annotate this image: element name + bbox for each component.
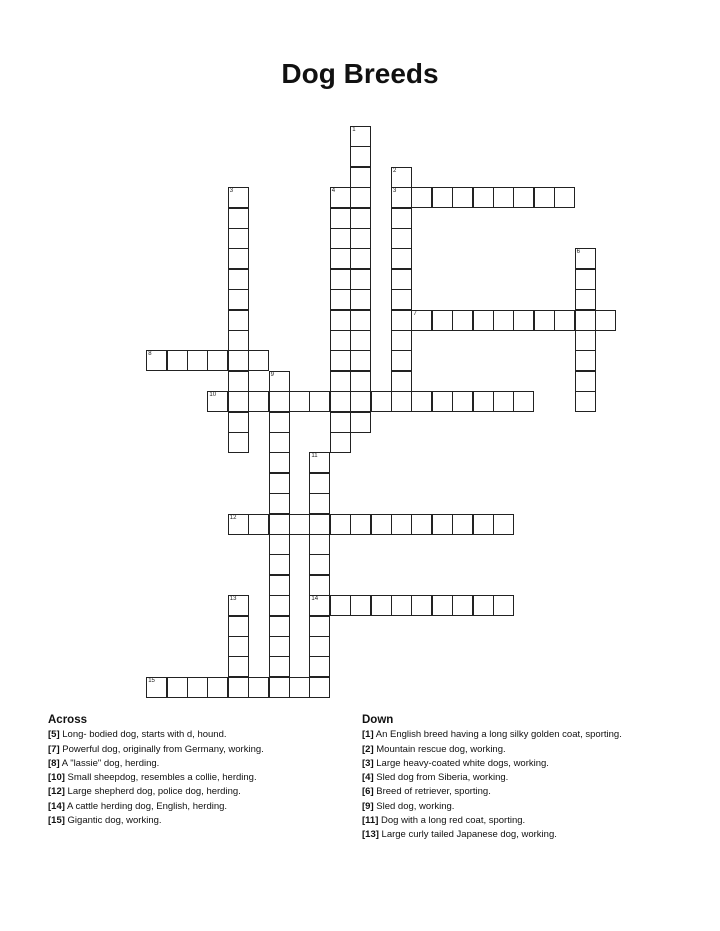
grid-cell[interactable]: [228, 616, 249, 637]
down-clue: [362, 771, 662, 785]
down-clue: [362, 800, 662, 814]
grid-cell[interactable]: [228, 269, 249, 290]
grid-cell[interactable]: [391, 595, 412, 616]
clue-text: Large shepherd dog, police dog, herding.: [64, 786, 241, 798]
clue-number: [8]: [48, 757, 60, 769]
grid-cell[interactable]: [146, 350, 167, 371]
grid-cell[interactable]: [330, 595, 351, 616]
down-clue-list: [362, 728, 662, 842]
down-clue: [362, 728, 662, 742]
grid-cell[interactable]: [575, 391, 596, 412]
cell-number: 9: [270, 371, 274, 378]
across-heading: Across: [48, 714, 87, 726]
grid-cell[interactable]: [330, 289, 351, 310]
grid-cell[interactable]: [391, 310, 412, 331]
grid-cell[interactable]: [513, 187, 534, 208]
down-heading: Down: [362, 714, 394, 726]
cell-number: 14: [311, 596, 319, 603]
across-clue-list: [48, 728, 338, 828]
grid-cell[interactable]: [167, 677, 188, 698]
grid-cell[interactable]: [228, 310, 249, 331]
grid-cell[interactable]: [391, 187, 412, 208]
across-clue: [48, 728, 338, 742]
grid-cell[interactable]: [473, 187, 494, 208]
grid-cell[interactable]: [493, 187, 514, 208]
clue-text: An English breed having a long silky golden coat, sporting.: [373, 729, 622, 741]
grid-cell[interactable]: [207, 391, 228, 412]
clue-text: Gigantic dog, working.: [64, 815, 162, 827]
across-clue: [48, 771, 338, 785]
grid-cell[interactable]: [309, 493, 330, 514]
clue-number: [12]: [48, 786, 65, 798]
grid-cell[interactable]: [350, 514, 371, 535]
grid-cell[interactable]: [493, 595, 514, 616]
grid-cell[interactable]: [330, 412, 351, 433]
grid-cell[interactable]: [575, 289, 596, 310]
grid-cell[interactable]: [493, 514, 514, 535]
grid-cell[interactable]: [228, 432, 249, 453]
grid-cell[interactable]: [391, 208, 412, 229]
grid-cell[interactable]: [473, 595, 494, 616]
grid-cell[interactable]: [554, 187, 575, 208]
grid-cell[interactable]: [575, 371, 596, 392]
grid-cell[interactable]: [309, 575, 330, 596]
grid-cell[interactable]: [207, 677, 228, 698]
clue-number: [1]: [362, 729, 374, 741]
grid-cell[interactable]: [309, 514, 330, 535]
grid-cell[interactable]: [309, 656, 330, 677]
grid-cell[interactable]: [473, 514, 494, 535]
clue-number: [5]: [48, 729, 60, 741]
down-clue: [362, 743, 662, 757]
clue-text: Dog with a long red coat, sporting.: [378, 815, 526, 827]
grid-cell[interactable]: [350, 330, 371, 351]
grid-cell[interactable]: [473, 310, 494, 331]
across-clue: [48, 814, 338, 828]
grid-cell[interactable]: [269, 514, 290, 535]
down-clues: [362, 713, 662, 843]
grid-cell[interactable]: [350, 126, 371, 147]
clue-number: [15]: [48, 815, 65, 827]
grid-cell[interactable]: [391, 289, 412, 310]
grid-cell[interactable]: [330, 432, 351, 453]
grid-cell[interactable]: [350, 371, 371, 392]
clue-number: [3]: [362, 757, 374, 769]
grid-cell[interactable]: [371, 595, 392, 616]
grid-cell[interactable]: [228, 656, 249, 677]
clue-text: Mountain rescue dog, working.: [373, 743, 506, 755]
grid-cell[interactable]: [554, 310, 575, 331]
grid-cell[interactable]: [269, 452, 290, 473]
grid-cell[interactable]: [391, 248, 412, 269]
grid-cell[interactable]: [269, 677, 290, 698]
grid-cell[interactable]: [350, 228, 371, 249]
grid-cell[interactable]: [330, 391, 351, 412]
puzzle-title: Dog Breeds: [281, 58, 439, 89]
grid-cell[interactable]: [575, 248, 596, 269]
grid-cell[interactable]: [391, 228, 412, 249]
grid-cell[interactable]: [411, 310, 432, 331]
grid-cell[interactable]: [228, 208, 249, 229]
grid-cell[interactable]: [269, 493, 290, 514]
grid-cell[interactable]: [269, 616, 290, 637]
grid-cell[interactable]: [330, 269, 351, 290]
grid-cell[interactable]: [513, 391, 534, 412]
clue-text: Sled dog, working.: [373, 800, 455, 812]
grid-cell[interactable]: [411, 391, 432, 412]
grid-cell[interactable]: [228, 371, 249, 392]
grid-cell[interactable]: [309, 595, 330, 616]
grid-cell[interactable]: [350, 289, 371, 310]
cell-number: 13: [229, 596, 237, 603]
grid-cell[interactable]: [452, 310, 473, 331]
across-clue: [48, 785, 338, 799]
grid-cell[interactable]: [269, 595, 290, 616]
down-clue: [362, 785, 662, 799]
grid-cell[interactable]: [228, 391, 249, 412]
grid-cell[interactable]: [146, 677, 167, 698]
grid-cell[interactable]: [207, 350, 228, 371]
grid-cell[interactable]: [187, 350, 208, 371]
grid-cell[interactable]: [391, 514, 412, 535]
grid-cell[interactable]: [330, 514, 351, 535]
grid-cell[interactable]: [452, 391, 473, 412]
cell-number: 6: [576, 249, 580, 256]
clue-number: [13]: [362, 829, 379, 841]
grid-cell[interactable]: [309, 554, 330, 575]
clue-text: A "lassie" dog, herding.: [59, 757, 160, 769]
grid-cell[interactable]: [411, 595, 432, 616]
grid-cell[interactable]: [228, 248, 249, 269]
grid-cell[interactable]: [350, 167, 371, 188]
cell-number: 10: [209, 392, 217, 399]
grid-cell[interactable]: [432, 310, 453, 331]
grid-cell[interactable]: [452, 514, 473, 535]
grid-cell[interactable]: [228, 330, 249, 351]
grid-cell[interactable]: [432, 187, 453, 208]
grid-cell[interactable]: [473, 391, 494, 412]
grid-cell[interactable]: [309, 677, 330, 698]
grid-cell[interactable]: [269, 391, 290, 412]
grid-cell[interactable]: [269, 473, 290, 494]
grid-cell[interactable]: [575, 350, 596, 371]
grid-cell[interactable]: [187, 677, 208, 698]
clue-number: [6]: [362, 786, 374, 798]
grid-cell[interactable]: [309, 636, 330, 657]
grid-cell[interactable]: [330, 248, 351, 269]
down-clue: [362, 828, 662, 842]
grid-cell[interactable]: [309, 534, 330, 555]
across-clues: [48, 713, 338, 828]
grid-cell[interactable]: [391, 371, 412, 392]
grid-cell[interactable]: [330, 187, 351, 208]
grid-cell[interactable]: [432, 514, 453, 535]
across-clue: [48, 743, 338, 757]
cell-number: 11: [311, 453, 318, 460]
grid-cell[interactable]: [309, 473, 330, 494]
clue-number: [11]: [362, 815, 379, 827]
grid-cell[interactable]: [411, 514, 432, 535]
grid-cell[interactable]: [350, 269, 371, 290]
grid-cell[interactable]: [452, 187, 473, 208]
grid-cell[interactable]: [350, 146, 371, 167]
clue-text: A cattle herding dog, English, herding.: [64, 800, 228, 812]
cell-number: 2: [393, 167, 397, 174]
grid-cell[interactable]: [269, 412, 290, 433]
clue-text: Large heavy-coated white dogs, working.: [373, 757, 549, 769]
grid-cell[interactable]: [575, 310, 596, 331]
grid-cell[interactable]: [289, 677, 310, 698]
clue-text: Long- bodied dog, starts with d, hound.: [59, 729, 227, 741]
grid-cell[interactable]: [269, 432, 290, 453]
grid-cell[interactable]: [330, 310, 351, 331]
grid-cell[interactable]: [228, 412, 249, 433]
grid-cell[interactable]: [350, 391, 371, 412]
across-clue: [48, 757, 338, 771]
down-clue: [362, 757, 662, 771]
grid-cell[interactable]: [269, 554, 290, 575]
grid-cell[interactable]: [269, 534, 290, 555]
grid-cell[interactable]: [411, 187, 432, 208]
grid-cell[interactable]: [350, 350, 371, 371]
grid-cell[interactable]: [391, 269, 412, 290]
grid-cell[interactable]: [289, 391, 310, 412]
grid-cell[interactable]: [391, 350, 412, 371]
grid-cell[interactable]: [350, 310, 371, 331]
grid-cell[interactable]: [330, 330, 351, 351]
grid-cell[interactable]: [228, 289, 249, 310]
clue-number: [10]: [48, 772, 65, 784]
grid-cell[interactable]: [391, 167, 412, 188]
grid-cell[interactable]: [493, 310, 514, 331]
clue-number: [4]: [362, 772, 374, 784]
grid-cell[interactable]: [432, 595, 453, 616]
grid-cell[interactable]: [269, 636, 290, 657]
cell-number: 1: [352, 127, 356, 133]
clue-text: Large curly tailed Japanese dog, working.: [378, 829, 557, 841]
grid-cell[interactable]: [350, 412, 371, 433]
grid-cell[interactable]: [330, 350, 351, 371]
clue-text: Breed of retriever, sporting.: [373, 786, 491, 798]
grid-cell[interactable]: [371, 391, 392, 412]
cell-number: 4: [331, 188, 336, 195]
grid-cell[interactable]: [452, 595, 473, 616]
grid-cell[interactable]: [228, 187, 249, 208]
clue-text: Powerful dog, originally from Germany, working.: [59, 743, 264, 755]
grid-cell[interactable]: [289, 514, 310, 535]
grid-cell[interactable]: [269, 656, 290, 677]
grid-cell[interactable]: [391, 330, 412, 351]
grid-cell[interactable]: [534, 187, 555, 208]
grid-cell[interactable]: [330, 371, 351, 392]
cell-number: 3: [393, 188, 397, 195]
clue-number: [7]: [48, 743, 60, 755]
grid-cell[interactable]: [350, 248, 371, 269]
grid-cell[interactable]: [228, 595, 249, 616]
grid-cell[interactable]: [513, 310, 534, 331]
grid-cell[interactable]: [228, 514, 249, 535]
grid-cell[interactable]: [228, 677, 249, 698]
grid-cell[interactable]: [330, 208, 351, 229]
grid-cell[interactable]: [391, 391, 412, 412]
grid-cell[interactable]: [575, 269, 596, 290]
cell-number: 7: [413, 310, 417, 317]
grid-cell[interactable]: [575, 330, 596, 351]
grid-cell[interactable]: [228, 350, 249, 371]
grid-cell[interactable]: [269, 371, 290, 392]
grid-cell[interactable]: [350, 595, 371, 616]
clue-text: Sled dog from Siberia, working.: [373, 772, 509, 784]
across-clue: [48, 800, 338, 814]
clue-number: [14]: [48, 800, 65, 812]
grid-cell[interactable]: [595, 310, 616, 331]
grid-cell[interactable]: [248, 514, 269, 535]
cell-number: 8: [148, 351, 152, 358]
grid-cell[interactable]: [228, 228, 249, 249]
grid-cell[interactable]: [167, 350, 188, 371]
down-clue: [362, 814, 662, 828]
grid-cell[interactable]: [350, 187, 371, 208]
cell-number: 15: [148, 677, 155, 684]
clue-number: [9]: [362, 800, 374, 812]
grid-cell[interactable]: [248, 391, 269, 412]
grid-cell[interactable]: [432, 391, 453, 412]
grid-cell[interactable]: [330, 228, 351, 249]
grid-cell[interactable]: [248, 350, 269, 371]
grid-cell[interactable]: [371, 514, 392, 535]
grid-cell[interactable]: [493, 391, 514, 412]
cell-number: 3: [229, 188, 234, 195]
cell-number: 12: [229, 514, 237, 521]
grid-cell[interactable]: [350, 208, 371, 229]
clue-number: [2]: [362, 743, 374, 755]
grid-cell[interactable]: [534, 310, 555, 331]
grid-cell[interactable]: [309, 452, 330, 473]
grid-cell[interactable]: [309, 616, 330, 637]
clue-text: Small sheepdog, resembles a collie, herding.: [64, 772, 257, 784]
grid-cell[interactable]: [269, 575, 290, 596]
grid-cell[interactable]: [309, 391, 330, 412]
grid-cell[interactable]: [228, 636, 249, 657]
grid-cell[interactable]: [248, 677, 269, 698]
